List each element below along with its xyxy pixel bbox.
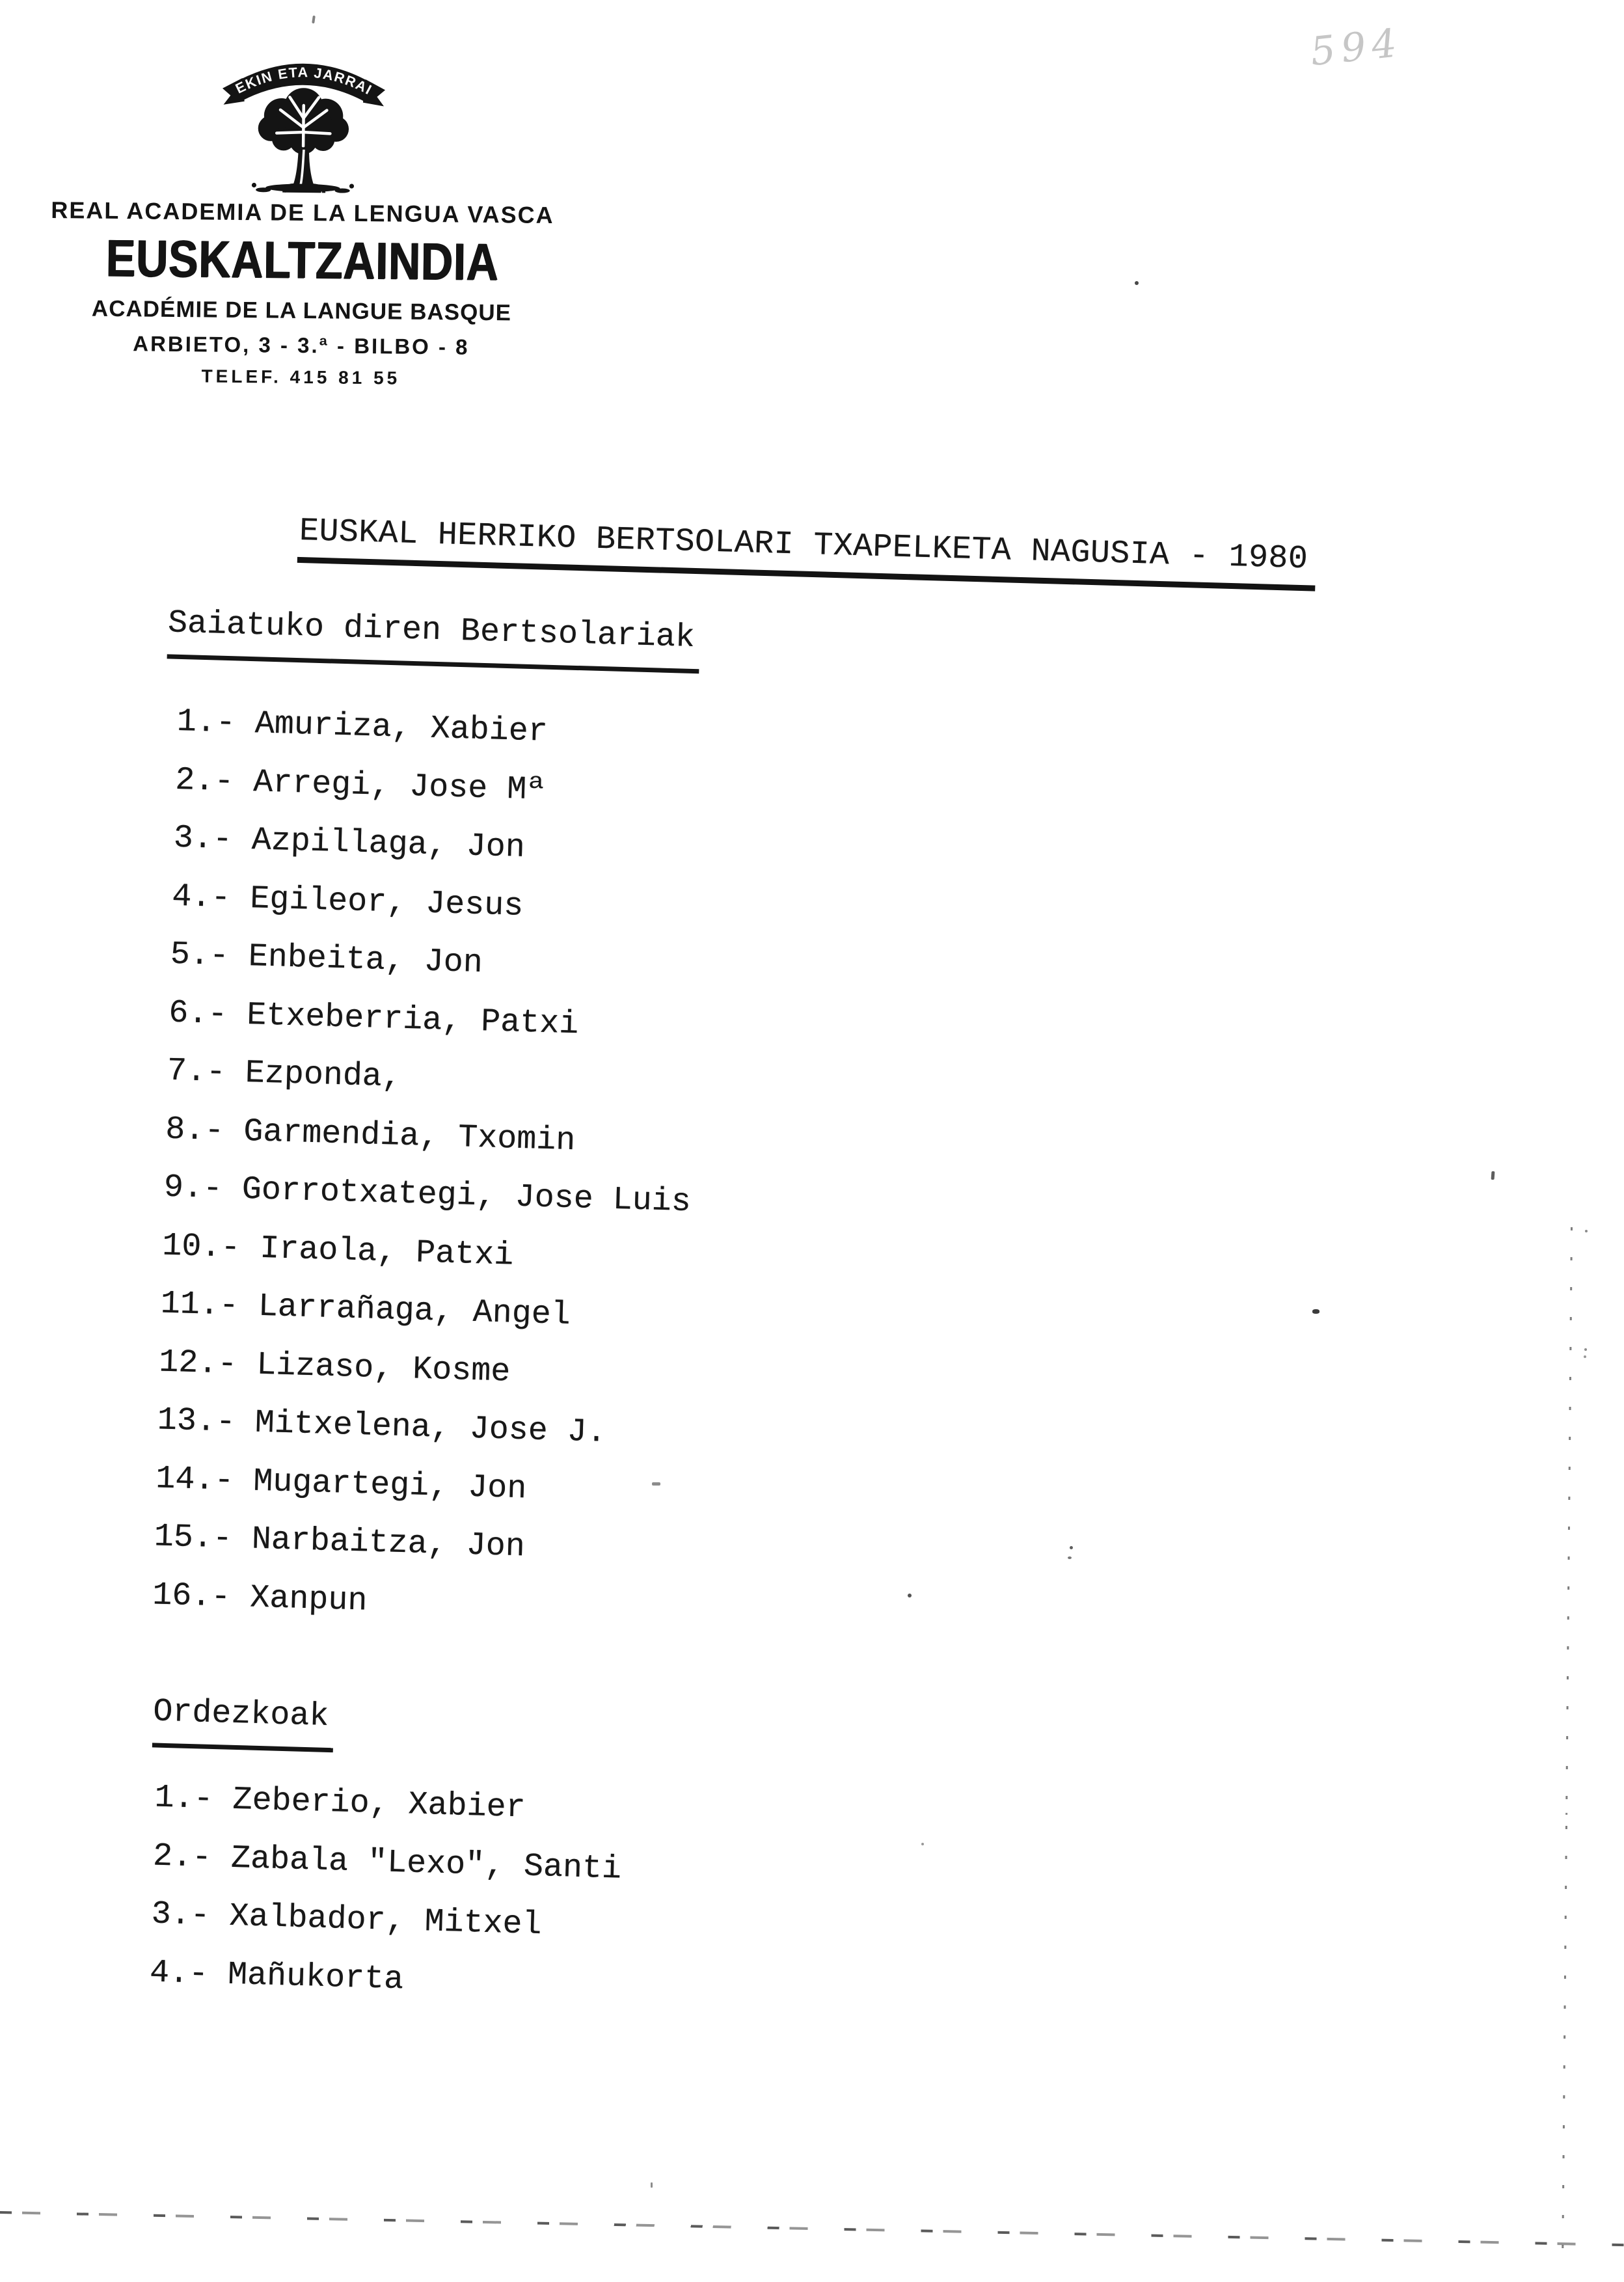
ink-speck [652, 1482, 660, 1486]
item-name: Amuriza, Xabier [254, 705, 548, 751]
list-item [163, 1169, 692, 1221]
item-number: 7.- [167, 1052, 226, 1092]
ink-speck [908, 1594, 912, 1597]
item-name: Mugartegi, Jon [252, 1463, 528, 1508]
item-name: Zabala "Lexo", Santi [230, 1840, 622, 1888]
item-number: 1.- [154, 1779, 214, 1819]
list-item [172, 880, 699, 928]
item-name: Arregi, Jose Mª [252, 763, 547, 809]
item-name: Egileor, Jesus [249, 880, 524, 925]
ink-speck [921, 1843, 924, 1845]
item-name: Garmendia, Txomin [243, 1113, 576, 1160]
participants-heading: Saiatuko diren Bertsolariak [167, 607, 701, 673]
ink-speck [1068, 1556, 1072, 1559]
item-number: 2.- [174, 761, 235, 800]
list-item [170, 936, 697, 986]
ink-speck [1584, 1348, 1587, 1351]
item-number: 8.- [165, 1111, 225, 1150]
list-item [174, 761, 703, 811]
item-number: 15.- [154, 1518, 233, 1558]
list-item [168, 994, 696, 1044]
item-number: 11.- [160, 1285, 239, 1325]
document-title: EUSKAL HERRIKO BERTSOLARI TXAPELKETA NAGUSIA - 1980 [297, 515, 1316, 591]
list-item [173, 819, 701, 870]
substitutes-heading: Ordezkoak [152, 1696, 334, 1752]
list-item [154, 1518, 681, 1568]
item-name: Xalbador, Mitxel [228, 1897, 543, 1944]
list-item [154, 1779, 623, 1828]
letterhead-line-french: ACADÉMIE DE LA LANGUE BASQUE [91, 295, 512, 326]
item-number: 1.- [176, 703, 236, 742]
list-item [158, 1343, 686, 1394]
substitutes-list [148, 1779, 623, 2028]
item-number: 3.- [150, 1895, 211, 1935]
item-number: 5.- [170, 936, 230, 975]
item-name: Mitxelena, Jose J. [254, 1404, 607, 1452]
ink-speck [1491, 1171, 1495, 1180]
participants-list [152, 703, 705, 1652]
item-name: Mañukorta [227, 1956, 404, 1998]
list-item [150, 1895, 620, 1944]
ink-speck [1585, 1230, 1588, 1232]
ink-speck [1070, 1546, 1073, 1549]
item-name: Etxeberria, Patxi [246, 996, 580, 1043]
banner-motto-text: EKIN ETA JARRAI [233, 64, 375, 98]
list-item [152, 1576, 680, 1627]
letterhead-line-spanish: REAL ACADEMIA DE LA LENGUA VASCA [51, 196, 554, 229]
item-number: 14.- [155, 1460, 235, 1500]
list-item [165, 1113, 693, 1161]
item-name: Larrañaga, Angel [258, 1288, 571, 1335]
item-number: 16.- [152, 1576, 232, 1616]
item-name: Zeberio, Xabier [232, 1781, 526, 1827]
ink-speck [651, 2182, 653, 2188]
list-item [161, 1227, 690, 1277]
letterhead-phone: TELEF. 415 81 55 [201, 366, 401, 388]
item-number: 3.- [173, 819, 233, 859]
item-name: Xanpun [249, 1579, 368, 1620]
handwritten-page-number: 594 [1308, 20, 1405, 75]
list-item [155, 1460, 683, 1510]
item-number: 12.- [158, 1343, 238, 1383]
list-item [157, 1404, 684, 1452]
item-number: 13.- [157, 1402, 236, 1441]
item-number: 6.- [168, 994, 228, 1033]
item-number: 4.- [171, 878, 232, 917]
list-item [160, 1285, 688, 1336]
item-name: Iraola, Patxi [259, 1230, 515, 1275]
item-number: 2.- [152, 1838, 212, 1877]
item-name: Narbaitza, Jon [251, 1521, 526, 1566]
list-item [167, 1052, 694, 1103]
ink-speck [1584, 1355, 1586, 1358]
item-name: Enbeita, Jon [248, 938, 483, 983]
item-number: 4.- [149, 1953, 209, 1993]
list-item [149, 1953, 618, 2002]
item-name: Ezponda, [245, 1055, 402, 1096]
item-name: Azpillaga, Jon [251, 822, 526, 867]
item-number: 10.- [161, 1227, 241, 1267]
item-number: 9.- [163, 1169, 223, 1208]
letterhead-address: ARBIETO, 3 - 3.ª - BILBO - 8 [133, 331, 470, 359]
list-item [176, 703, 704, 754]
list-item [152, 1840, 621, 1886]
letterhead-org-name: EUSKALTZAINDIA [105, 228, 499, 292]
ink-speck [1135, 281, 1139, 285]
item-name: Lizaso, Kosme [256, 1346, 511, 1391]
ink-speck [1312, 1309, 1320, 1314]
item-name: Gorrotxategi, Jose Luis [241, 1171, 692, 1221]
